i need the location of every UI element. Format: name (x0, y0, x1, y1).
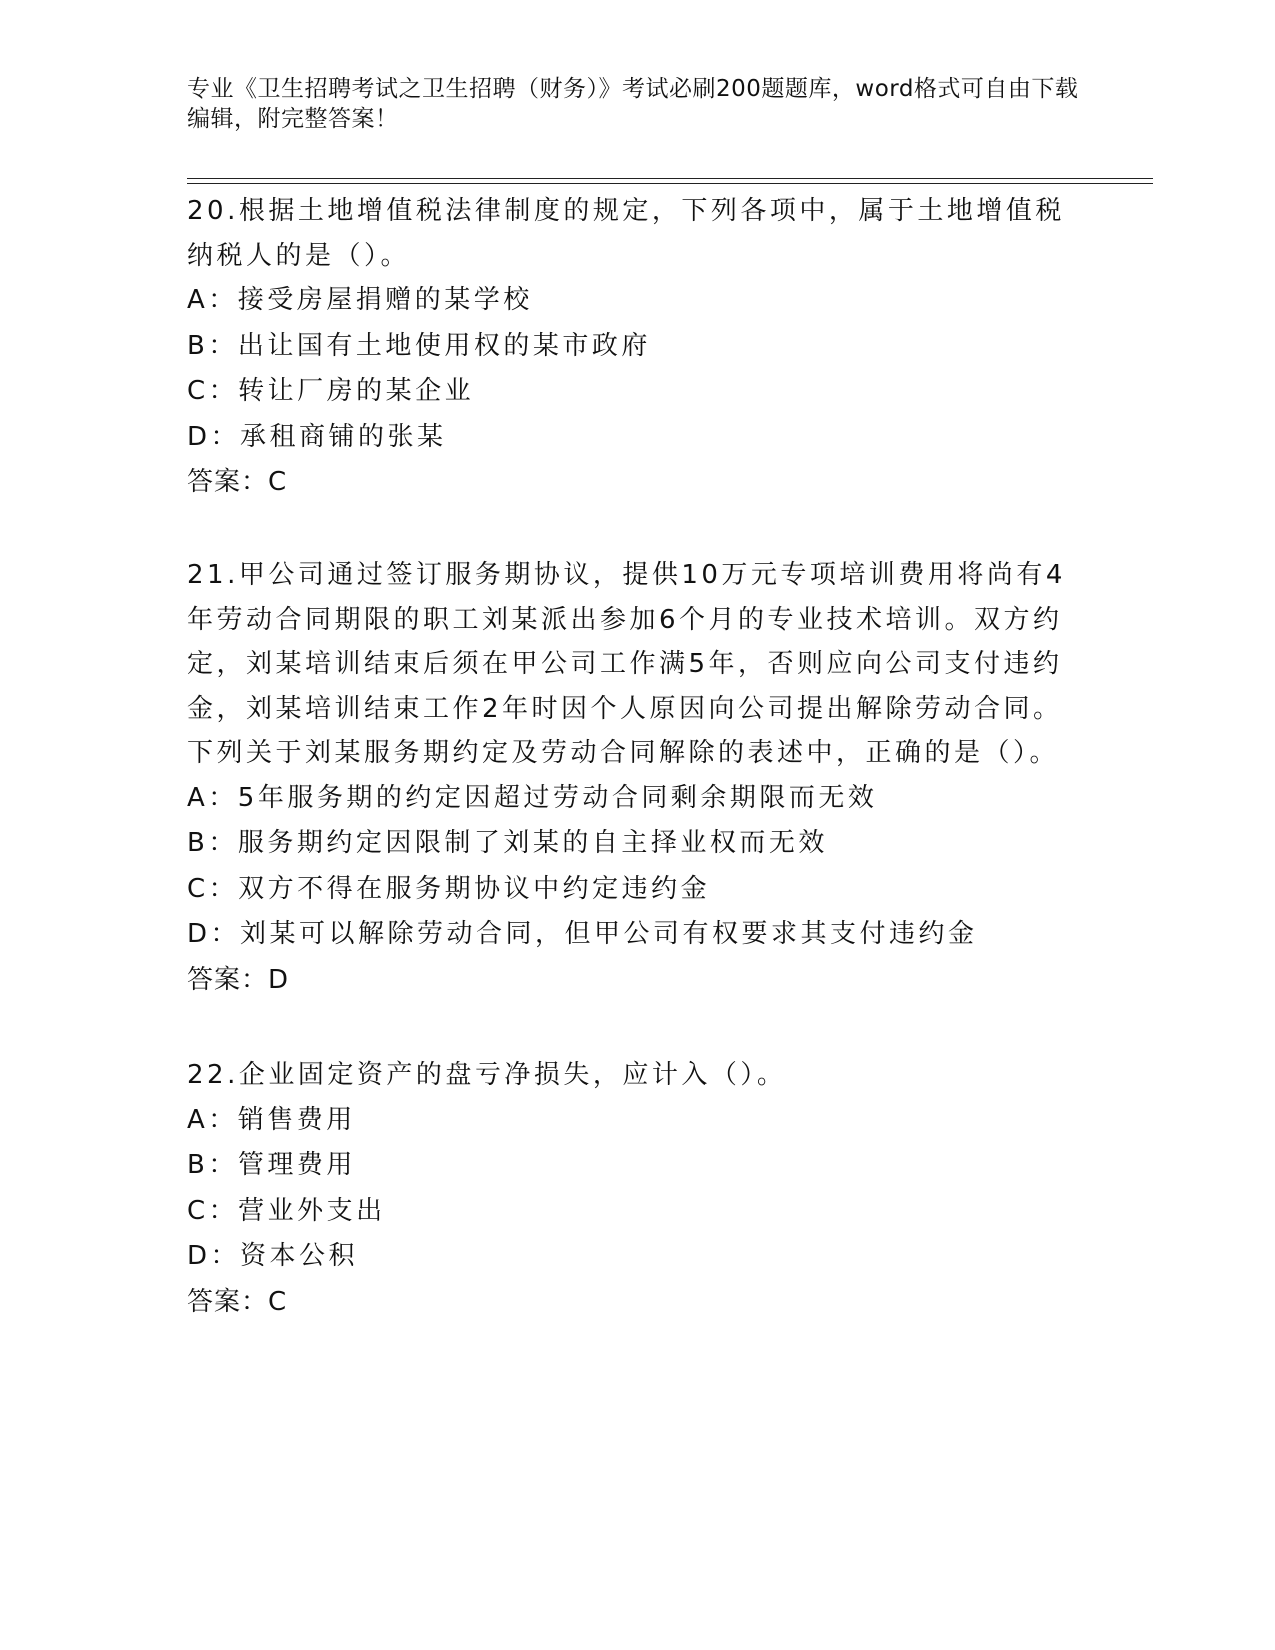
option-c: C：转让厂房的某企业 (187, 376, 475, 406)
header-divider-top (187, 178, 1153, 179)
option-c: C：双方不得在服务期协议中约定违约金 (187, 873, 711, 904)
option-d: D：承租商铺的张某 (187, 421, 447, 452)
header-divider-bottom (187, 183, 1153, 184)
option-d: D：刘某可以解除劳动合同，但甲公司有权要求其支付违约金 (187, 919, 978, 949)
option-d: D：资本公积 (187, 1241, 359, 1271)
question-stem: 22.企业固定资产的盘亏净损失，应计入（）。 (187, 1060, 787, 1090)
option-b: B：管理费用 (187, 1150, 356, 1180)
answer: 答案：C (187, 1286, 288, 1317)
option-a: A：销售费用 (187, 1104, 356, 1135)
option-b: B：出让国有土地使用权的某市政府 (187, 330, 651, 361)
option-a: A：5年服务期的约定因超过劳动合同剩余期限而无效 (187, 782, 878, 813)
question-stem: 21.甲公司通过签订服务期协议，提供10万元专项培训费用将尚有4年劳动合同期限的职工刘某派出参加6个月的专业技术培训。双方约定，刘某培训结束后须在甲公司工作满5年，否则应向公司支付违约金，刘某培训结束工作2年时因个人原因向公司提出解除劳动合同。下列关于刘某服务期约定及劳动合同解除的表述中，正确的是（）。 (187, 560, 1066, 768)
document-header: 专业《卫生招聘考试之卫生招聘（财务）》考试必刷200题题库，word格式可自由下载编辑，附完整答案！ (187, 76, 1079, 132)
answer: 答案：C (187, 467, 288, 497)
answer: 答案：D (187, 964, 290, 995)
option-c: C：营业外支出 (187, 1195, 386, 1226)
question-22 (187, 1053, 1067, 1325)
option-b: B：服务期约定因限制了刘某的自主择业权而无效 (187, 828, 828, 858)
question-20 (187, 189, 1067, 505)
question-21 (187, 553, 1067, 1003)
question-stem: 20.根据土地增值税法律制度的规定，下列各项中，属于土地增值税纳税人的是（）。 (187, 196, 1065, 271)
option-a: A：接受房屋捐赠的某学校 (187, 285, 533, 315)
